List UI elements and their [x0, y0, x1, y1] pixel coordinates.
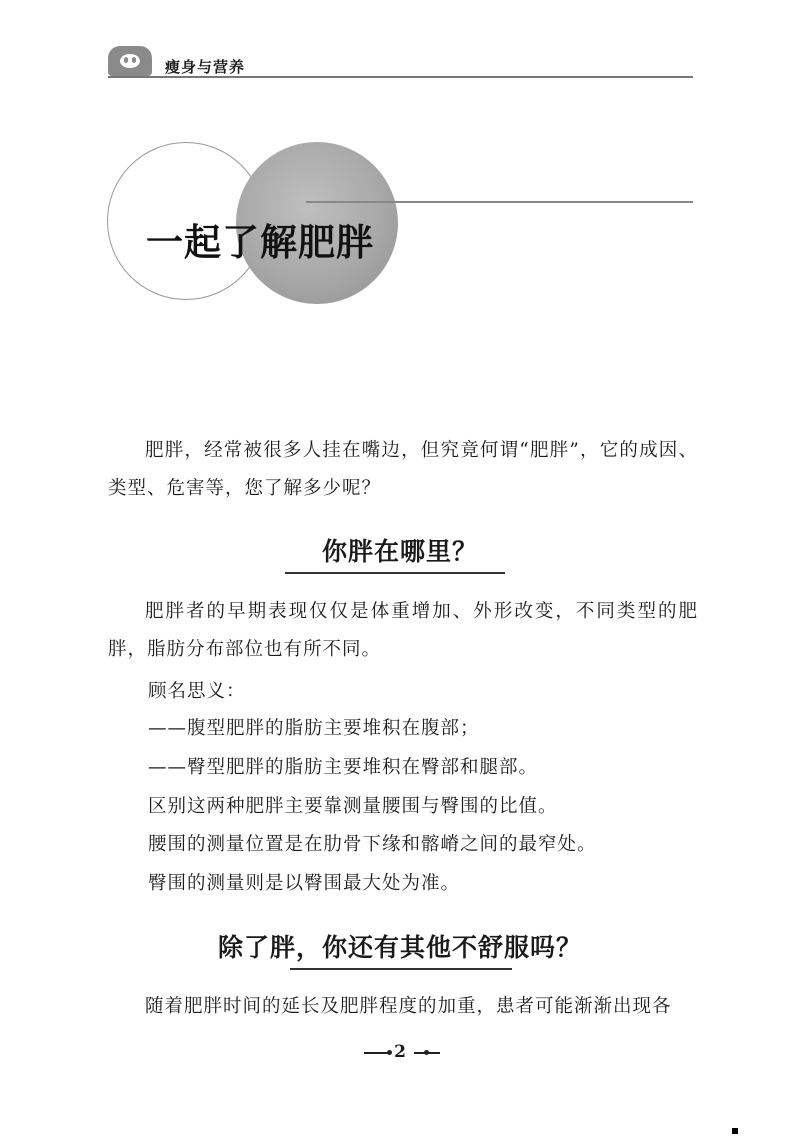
running-header-title: 瘦身与营养 [165, 58, 246, 76]
scan-mark [732, 1128, 738, 1134]
header-rule [108, 76, 693, 78]
intro-paragraph: 肥胖，经常被很多人挂在嘴边，但究竟何谓“肥胖”，它的成因、类型、危害等，您了解多少呢？ [108, 440, 698, 499]
scale-icon [118, 50, 142, 70]
text-line: ——臀型肥胖的脂肪主要堆积在臀部和腿部。 [148, 757, 539, 778]
section-title-other-discomfort: 除了胖，你还有其他不舒服吗？ [217, 933, 582, 962]
text-line: 腰围的测量位置是在肋骨下缘和髂嵴之间的最窄处。 [148, 834, 597, 855]
page-number: 2 [394, 1042, 406, 1062]
text-line: ——腹型肥胖的脂肪主要堆积在腹部； [148, 718, 480, 739]
section1-paragraph: 肥胖者的早期表现仅仅是体重增加、外形改变，不同类型的肥胖，脂肪分布部位也有所不同。 [108, 601, 698, 660]
text-line: 臀围的测量则是以臀围最大处为准。 [148, 873, 461, 894]
text-line: 区别这两种肥胖主要靠测量腰围与臀围的比值。 [148, 796, 558, 817]
text-line: 顾名思义： [148, 681, 246, 702]
section-rule [285, 572, 505, 574]
section-title-where: 你胖在哪里？ [321, 537, 478, 566]
chapter-rule [306, 201, 693, 203]
page-number-dash [414, 1052, 440, 1054]
section2-paragraph: 随着肥胖时间的延长及肥胖程度的加重，患者可能渐渐出现各 [145, 996, 672, 1017]
section-rule [290, 968, 512, 970]
chapter-title: 一起了解肥胖 [146, 221, 374, 264]
header-tab [108, 46, 152, 76]
